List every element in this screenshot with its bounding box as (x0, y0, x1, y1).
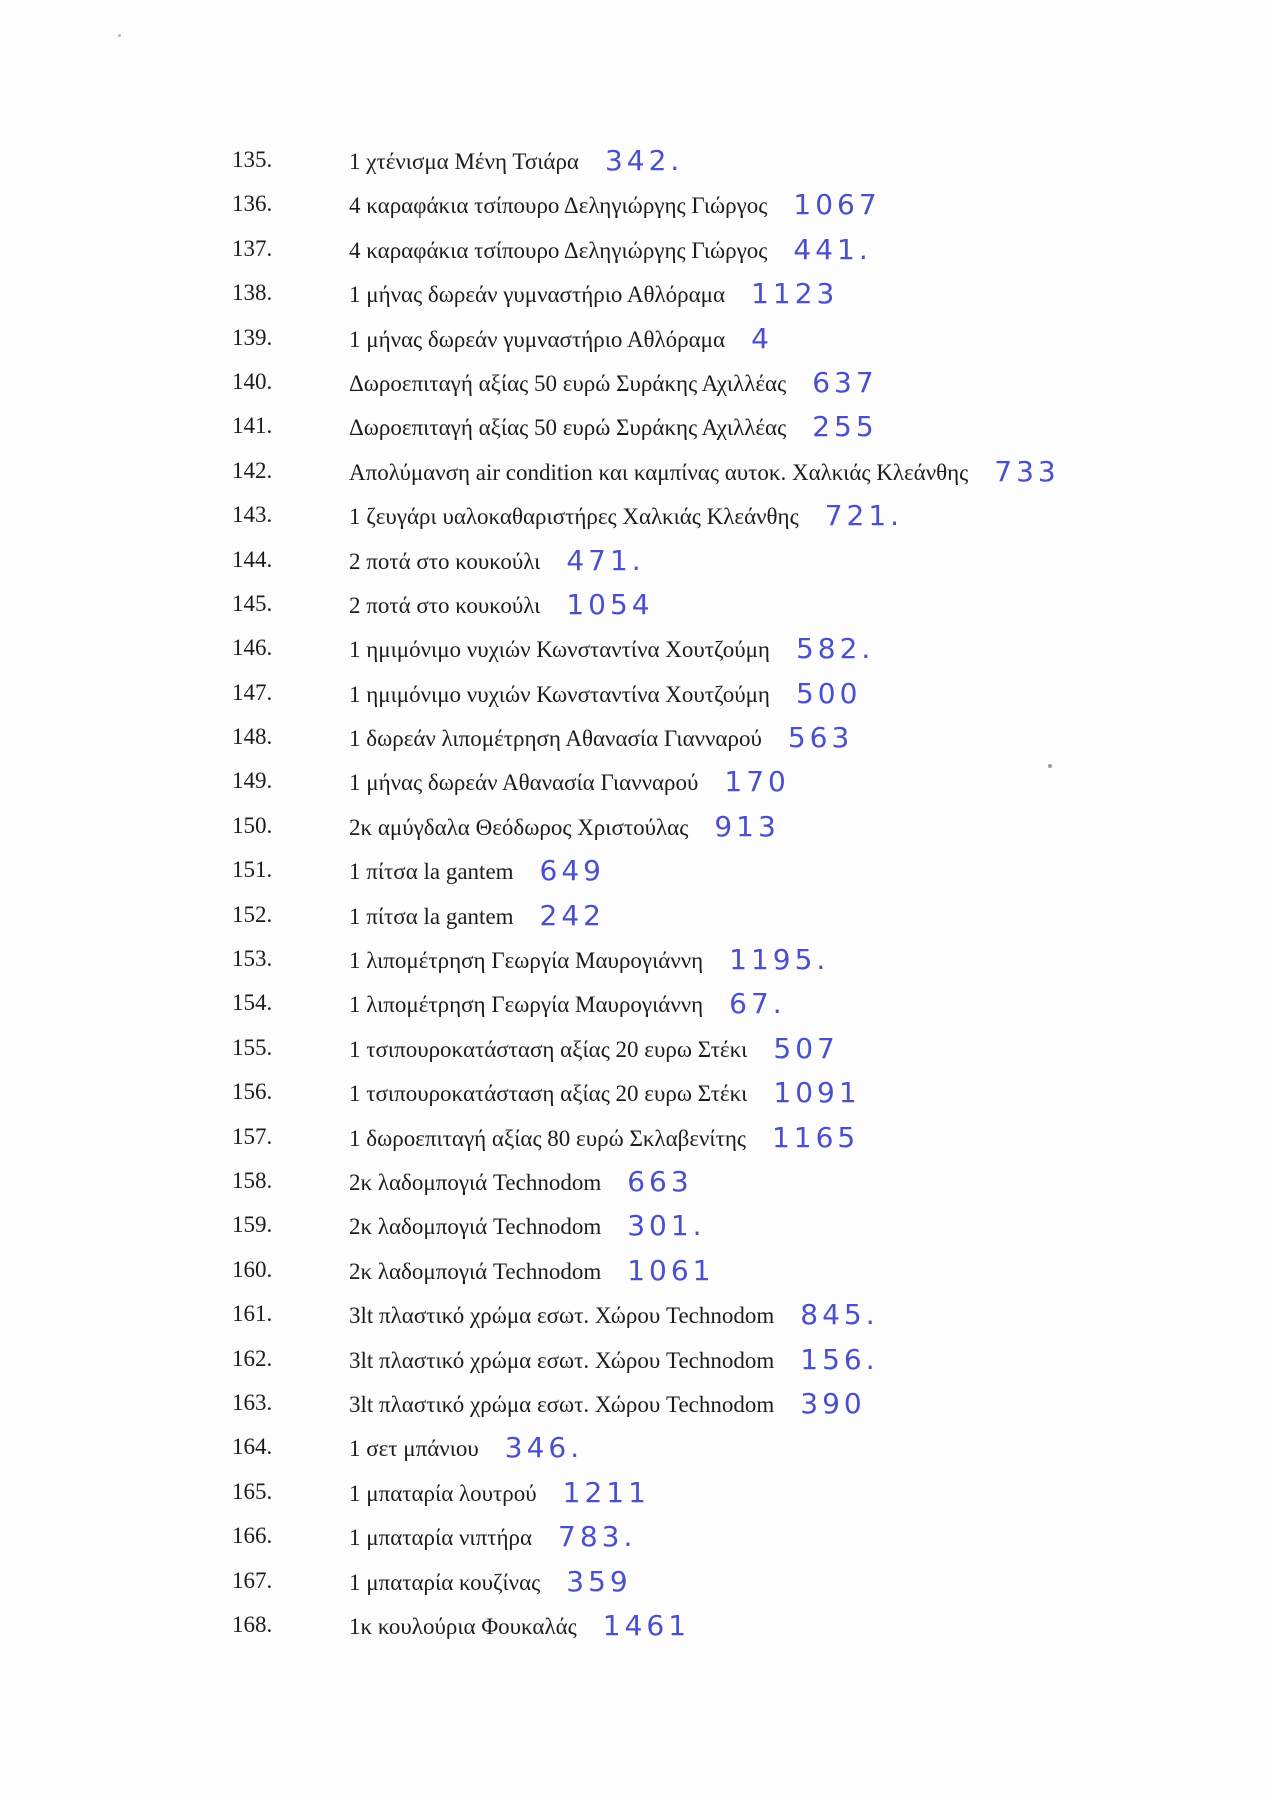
item-entry (349, 412, 878, 442)
list-item (0, 634, 1273, 678)
item-number: 159. (232, 1212, 273, 1238)
list-item (0, 1386, 1273, 1433)
handwritten-ticket-number: 359 (566, 1564, 632, 1598)
list-item (0, 279, 1273, 323)
item-number: 162. (232, 1345, 273, 1371)
list-item (0, 1564, 1273, 1611)
item-description: 4 καραφάκια τσίπουρο Δεληγιώργης Γιώργος (349, 193, 768, 219)
item-description: 2κ λαδομπογιά Technodom (349, 1258, 602, 1284)
item-number: 155. (232, 1034, 273, 1060)
list-item (0, 1342, 1273, 1389)
list-item (0, 1608, 1273, 1655)
item-number: 135. (232, 147, 273, 172)
handwritten-ticket-number: 733 (994, 454, 1060, 488)
item-number: 153. (232, 946, 273, 972)
item-number: 150. (232, 812, 273, 838)
item-number: 142. (232, 457, 273, 483)
item-number: 143. (232, 502, 273, 528)
item-number: 146. (232, 635, 273, 661)
prize-list (0, 146, 1273, 1655)
item-number: 141. (232, 413, 273, 439)
item-description: 3lt πλαστικό χρώμα εσωτ. Χώρου Technodom (349, 1303, 775, 1329)
list-item (0, 146, 1273, 190)
list-item (0, 1433, 1273, 1477)
item-entry (349, 1522, 636, 1552)
list-item (0, 723, 1273, 767)
handwritten-ticket-number: 1123 (751, 277, 839, 311)
item-number: 165. (232, 1478, 273, 1504)
item-entry (349, 1031, 839, 1065)
item-entry (349, 1564, 632, 1598)
item-description: 1 μπαταρία νιπτήρα (349, 1525, 533, 1551)
item-entry (349, 190, 881, 220)
item-description: 1 δωρεάν λιπομέτρηση Αθανασία Γιανναρού (349, 726, 762, 752)
handwritten-ticket-number: 783. (558, 1520, 637, 1554)
item-number: 140. (232, 368, 273, 394)
handwritten-ticket-number: 1211 (562, 1475, 650, 1509)
item-description: 2 ποτά στο κουκούλι (349, 592, 541, 618)
item-entry (349, 1342, 879, 1376)
list-item (0, 989, 1273, 1033)
list-item (0, 321, 1273, 368)
item-entry (349, 989, 786, 1019)
handwritten-ticket-number: 1091 (773, 1076, 861, 1110)
item-entry (349, 634, 874, 664)
item-description: Απολύμανση air condition και καμπίνας αυτοκ. Χαλκιάς Κλεάνθης (349, 459, 969, 485)
item-number: 152. (232, 901, 273, 927)
handwritten-ticket-number: 156. (800, 1342, 879, 1376)
item-description: 1 ημιμόνιμο νυχιών Κωνσταντίνα Χουτζούμη (349, 681, 770, 707)
item-number: 138. (232, 280, 273, 306)
list-item (0, 809, 1273, 856)
item-number: 151. (232, 857, 273, 883)
list-item (0, 1475, 1273, 1522)
item-entry (349, 1078, 861, 1108)
item-description: 1 δωροεπιταγή αξίας 80 ευρώ Σκλαβενίτης (349, 1125, 746, 1151)
item-description: 2κ αμύγδαλα Θεόδωρος Χριστούλας (349, 814, 689, 840)
item-entry (349, 543, 645, 577)
item-number: 160. (232, 1256, 273, 1282)
list-item (0, 1164, 1273, 1211)
item-entry (349, 1120, 860, 1154)
handwritten-ticket-number: 507 (773, 1031, 839, 1065)
item-entry (349, 1300, 879, 1330)
handwritten-ticket-number: 1461 (602, 1608, 691, 1642)
handwritten-ticket-number: 67. (729, 987, 786, 1021)
item-entry (349, 1433, 583, 1463)
item-entry (349, 454, 1060, 488)
item-entry (349, 898, 605, 932)
item-entry (349, 1386, 866, 1420)
item-number: 144. (232, 546, 273, 572)
handwritten-ticket-number: 845. (800, 1298, 879, 1332)
item-description: 4 καραφάκια τσίπουρο Δεληγιώργης Γιώργος (349, 237, 768, 263)
handwritten-ticket-number: 301. (627, 1209, 706, 1243)
item-number: 158. (232, 1167, 273, 1193)
item-description: 1 χτένισμα Μένη Τσιάρα (349, 149, 579, 174)
item-entry (349, 146, 683, 176)
item-number: 156. (232, 1079, 273, 1105)
item-description: 2 ποτά στο κουκούλι (349, 548, 541, 574)
item-description: 1 ζευγάρι υαλοκαθαριστήρες Χαλκιάς Κλεάνθης (349, 504, 799, 530)
item-entry (349, 676, 862, 710)
item-description: 3lt πλαστικό χρώμα εσωτ. Χώρου Technodom (349, 1347, 775, 1373)
handwritten-ticket-number: 471. (566, 543, 645, 577)
list-item (0, 898, 1273, 945)
list-item (0, 454, 1273, 501)
list-item (0, 1253, 1273, 1300)
handwritten-ticket-number: 1195. (729, 943, 830, 977)
item-description: 1 τσιπουροκατάσταση αξίας 20 ευρω Στέκι (349, 1036, 748, 1062)
list-item (0, 767, 1273, 811)
item-description: 1 πίτσα la gantem (349, 903, 514, 929)
handwritten-ticket-number: 913 (714, 809, 780, 843)
item-number: 145. (232, 590, 273, 616)
item-entry (349, 1253, 715, 1287)
item-description: Δωροεπιταγή αξίας 50 ευρώ Συράκης Αχιλλέας (349, 370, 787, 396)
item-description: 3lt πλαστικό χρώμα εσωτ. Χώρου Technodom (349, 1391, 775, 1417)
item-number: 149. (232, 768, 273, 794)
list-item (0, 1031, 1273, 1078)
item-entry (349, 809, 780, 843)
item-entry (349, 1211, 706, 1241)
handwritten-ticket-number: 637 (812, 365, 878, 399)
item-number: 168. (232, 1611, 273, 1637)
handwritten-ticket-number: 441. (793, 232, 872, 266)
list-item (0, 190, 1273, 234)
handwritten-ticket-number: 1165 (771, 1120, 860, 1154)
item-number: 148. (232, 724, 273, 750)
item-number: 137. (232, 235, 273, 261)
handwritten-ticket-number: 255 (812, 410, 878, 444)
item-number: 163. (232, 1389, 273, 1415)
item-description: 1 τσιπουροκατάσταση αξίας 20 ευρω Στέκι (349, 1081, 748, 1107)
item-number: 166. (232, 1523, 273, 1549)
handwritten-ticket-number: 342. (604, 144, 684, 177)
item-description: 1 μήνας δωρεάν γυμναστήριο Αθλόραμα (349, 326, 726, 352)
item-description: 2κ λαδομπογιά Technodom (349, 1169, 602, 1195)
handwritten-ticket-number: 1061 (627, 1253, 715, 1287)
item-description: 1 μπαταρία λουτρού (349, 1480, 537, 1506)
list-item (0, 856, 1273, 900)
item-entry (349, 501, 903, 531)
list-item (0, 587, 1273, 634)
item-description: 1 μπαταρία κουζίνας (349, 1569, 541, 1595)
item-number: 147. (232, 679, 273, 705)
list-item (0, 501, 1273, 545)
handwritten-ticket-number: 1067 (793, 188, 881, 222)
list-item (0, 365, 1273, 412)
item-description: 1κ κουλούρια Φουκαλάς (349, 1613, 577, 1639)
item-number: 167. (232, 1567, 273, 1593)
handwritten-ticket-number: 1054 (566, 587, 654, 621)
handwritten-ticket-number: 649 (539, 854, 605, 888)
item-description: 1 ημιμόνιμο νυχιών Κωνσταντίνα Χουτζούμη (349, 637, 770, 663)
handwritten-ticket-number: 563 (787, 721, 854, 755)
handwritten-ticket-number: 242 (539, 898, 605, 932)
item-description: 1 λιπομέτρηση Γεωργία Μαυρογιάννη (349, 948, 704, 974)
item-entry (349, 365, 878, 399)
list-item (0, 1078, 1273, 1122)
item-entry (349, 723, 853, 753)
item-entry (349, 587, 654, 621)
list-item (0, 1300, 1273, 1344)
item-entry (349, 321, 773, 355)
item-number: 164. (232, 1434, 273, 1460)
handwritten-ticket-number: 663 (627, 1164, 693, 1198)
list-item (0, 1211, 1273, 1255)
item-entry (349, 856, 605, 886)
item-entry (349, 1608, 691, 1642)
item-number: 161. (232, 1301, 273, 1327)
list-item (0, 543, 1273, 590)
item-entry (349, 945, 829, 975)
list-item (0, 1522, 1273, 1566)
item-description: 1 σετ μπάνιου (349, 1436, 479, 1462)
list-item (0, 945, 1273, 989)
item-description: 1 λιπομέτρηση Γεωργία Μαυρογιάννη (349, 992, 704, 1018)
handwritten-ticket-number: 4 (751, 321, 773, 355)
item-entry (349, 279, 838, 309)
item-entry (349, 1475, 650, 1509)
item-entry (349, 232, 872, 266)
item-entry (349, 767, 790, 797)
handwritten-ticket-number: 346. (504, 1431, 584, 1465)
item-number: 154. (232, 990, 273, 1016)
handwritten-ticket-number: 390 (800, 1386, 866, 1420)
item-description: 1 πίτσα la gantem (349, 859, 514, 885)
item-description: 2κ λαδομπογιά Technodom (349, 1214, 602, 1240)
handwritten-ticket-number: 721. (824, 499, 904, 533)
scan-speck (118, 34, 121, 37)
list-item (0, 412, 1273, 456)
item-description: 1 μήνας δωρεάν Αθανασία Γιανναρού (349, 770, 699, 796)
item-description: 1 μήνας δωρεάν γυμναστήριο Αθλόραμα (349, 282, 726, 308)
list-item (0, 676, 1273, 723)
list-item (0, 232, 1273, 279)
item-entry (349, 1164, 693, 1198)
item-number: 139. (232, 324, 273, 350)
handwritten-ticket-number: 500 (795, 676, 862, 710)
item-number: 136. (232, 191, 273, 217)
handwritten-ticket-number: 582. (795, 632, 875, 666)
list-item (0, 1120, 1273, 1167)
item-number: 157. (232, 1123, 273, 1149)
item-description: Δωροεπιταγή αξίας 50 ευρώ Συράκης Αχιλλέας (349, 415, 787, 441)
handwritten-ticket-number: 170 (724, 765, 790, 799)
